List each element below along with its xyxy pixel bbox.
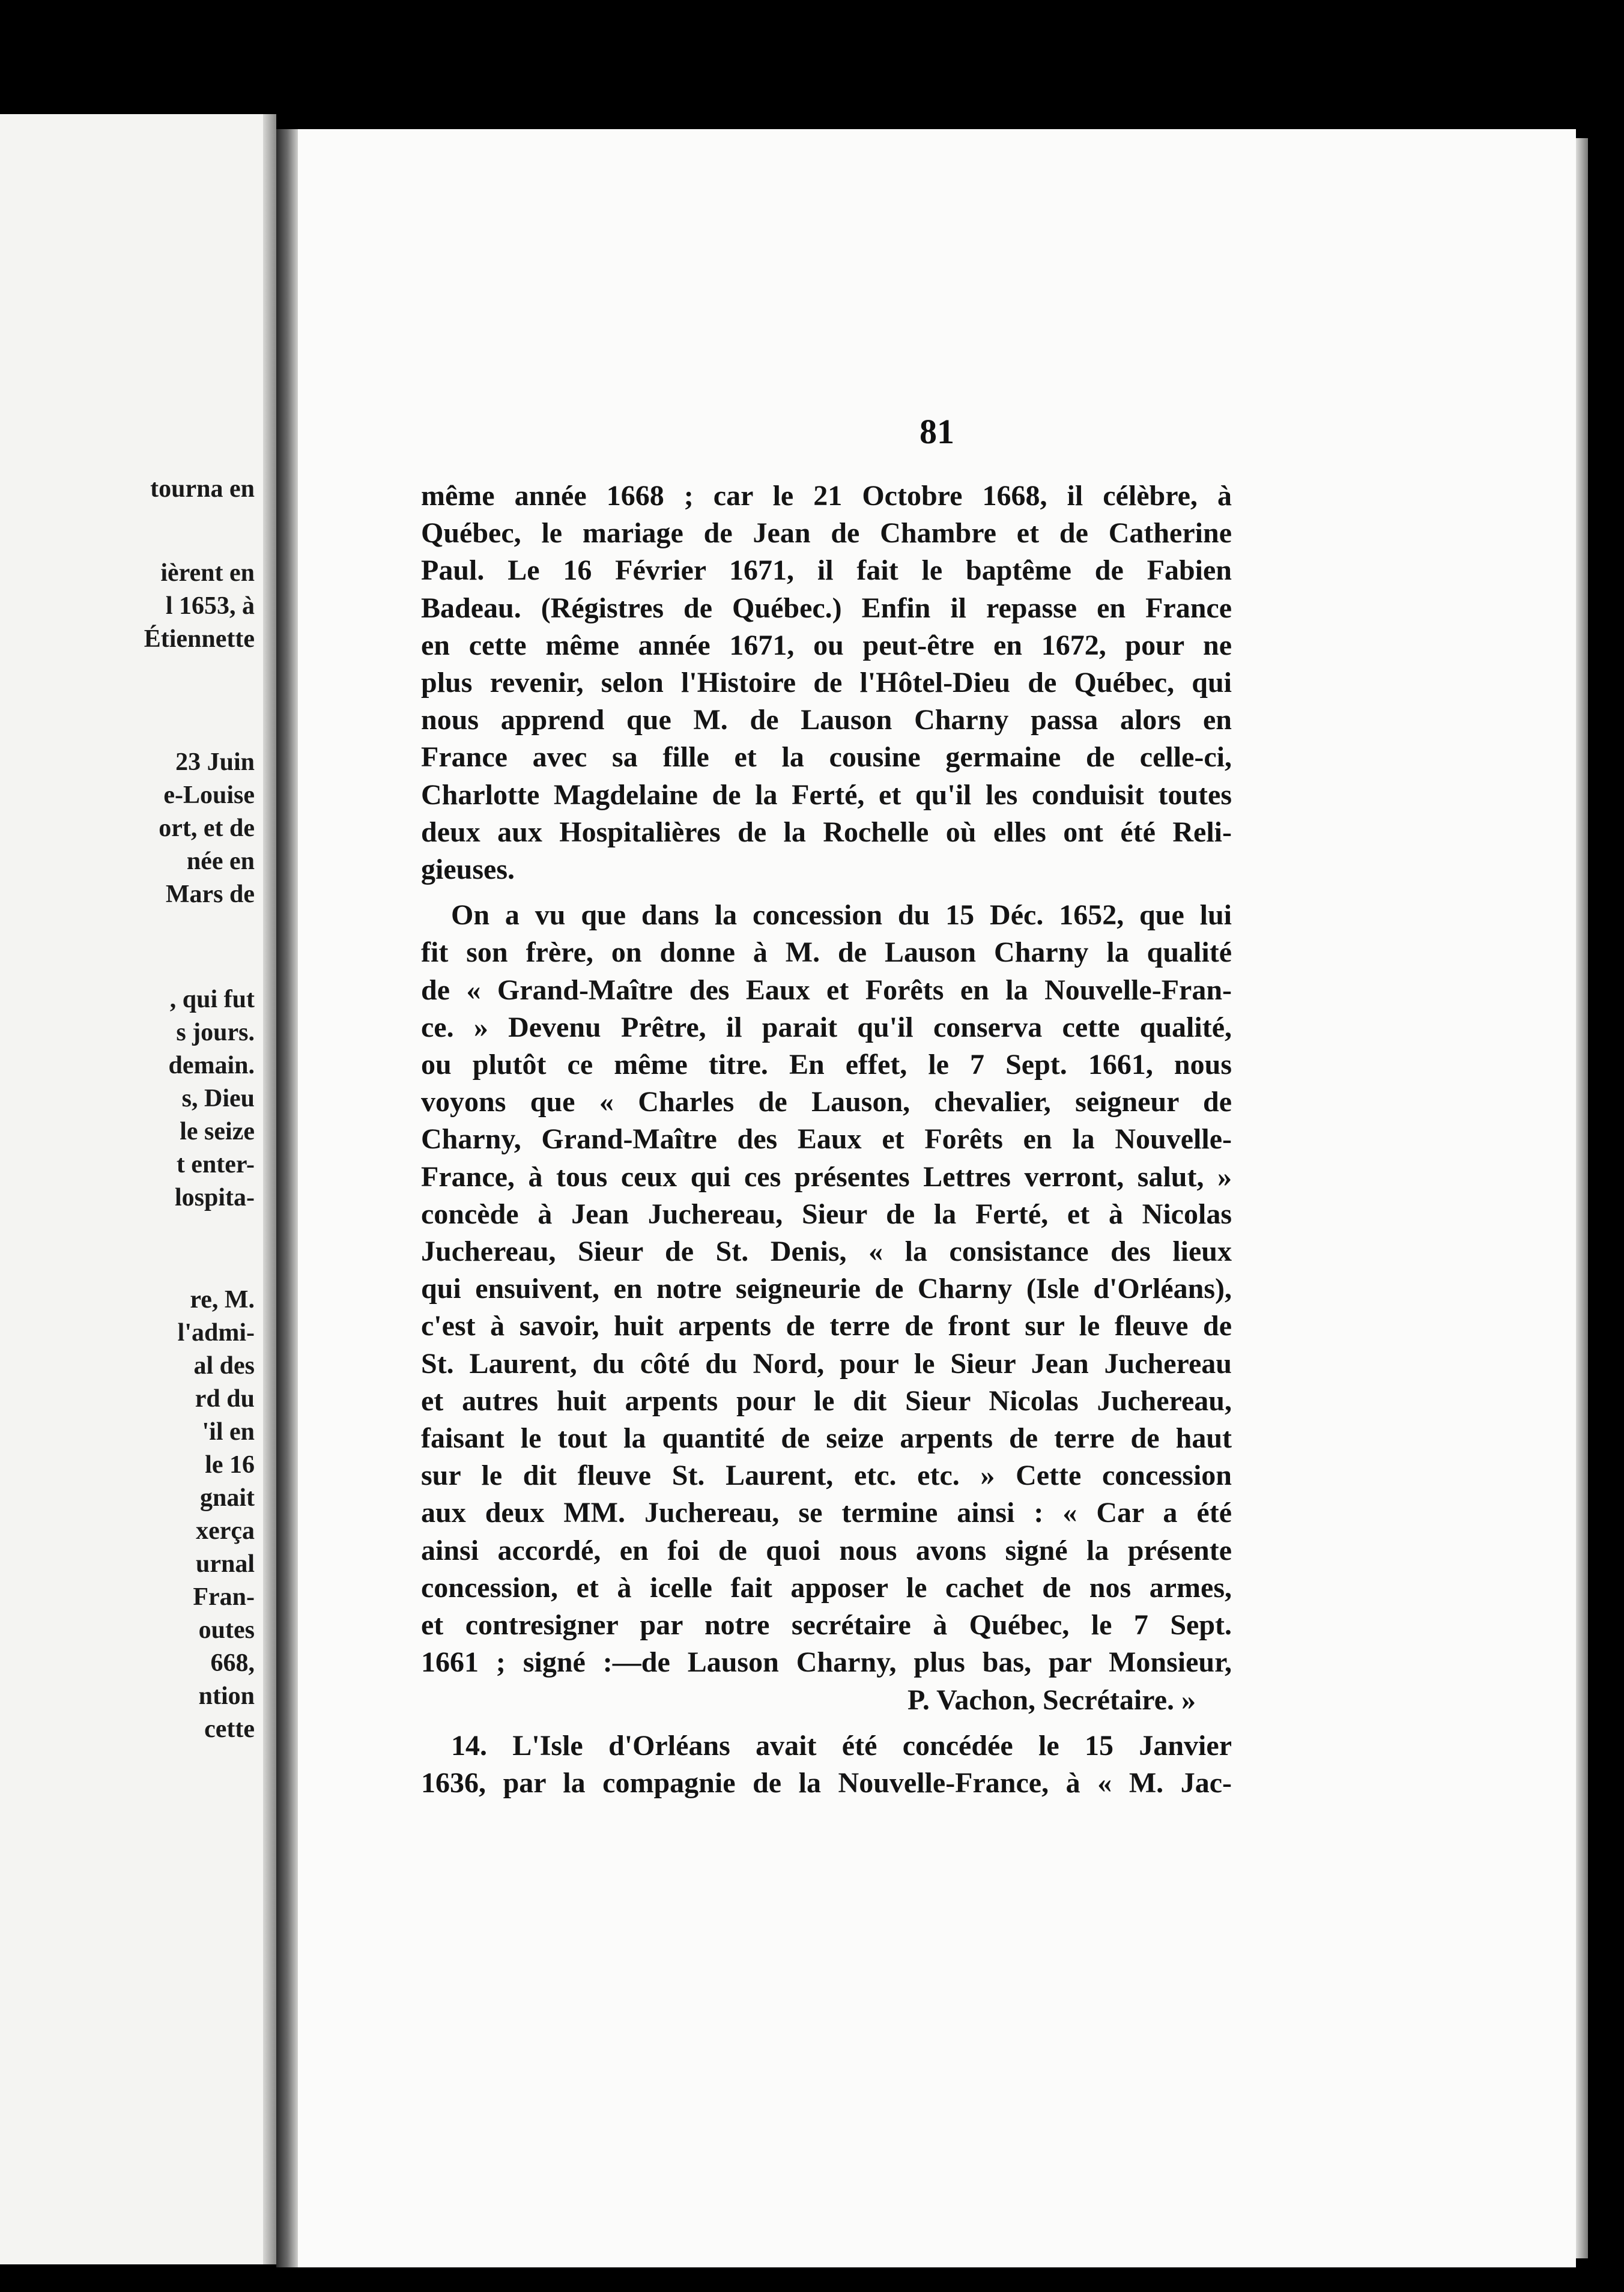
left-page-line: al des (193, 1352, 255, 1380)
text-line: même année 1668 ; car le 21 Octobre 1668, il célèbre, à (421, 480, 1232, 512)
left-page-line: tourna en (150, 475, 255, 503)
left-page-line: , qui fut (169, 986, 255, 1013)
text-line: plus revenir, selon l'Histoire de l'Hôtel-Dieu de Québec, qui (421, 667, 1232, 699)
text-line: c'est à savoir, huit arpents de terre de front sur le fleuve de (421, 1310, 1232, 1342)
text-line: Juchereau, Sieur de St. Denis, « la consistance des lieux (421, 1235, 1232, 1268)
text-line: ainsi accordé, en foi de quoi nous avons signé la présente (421, 1534, 1232, 1566)
text-line: 1636, par la compagnie de la Nouvelle-France, à « M. Jac- (421, 1766, 1232, 1799)
left-page-line: Étiennette (144, 625, 255, 653)
text-line: nous apprend que M. de Lauson Charny passa alors en (421, 704, 1232, 736)
text-line: Paul. Le 16 Février 1671, il fait le baptême de Fabien (421, 554, 1232, 587)
left-page-line: 23 Juin (175, 748, 255, 776)
left-page-line: 'il en (202, 1418, 255, 1446)
book-gutter (276, 129, 298, 2267)
page-number: 81 (920, 412, 954, 451)
left-page-line: ort, et de (159, 814, 255, 842)
left-page-line: ntion (198, 1682, 255, 1710)
text-line: gieuses. (421, 853, 515, 886)
left-page-line: Fran- (193, 1583, 255, 1611)
right-page (298, 129, 1576, 2267)
left-page-line: outes (198, 1616, 255, 1644)
paragraph-1 (421, 478, 1232, 888)
left-page-line: ièrent en (160, 559, 255, 587)
page-body-text (421, 478, 1232, 1802)
text-line: faisant le tout la quantité de seize arpents de terre de haut (421, 1422, 1232, 1455)
text-line: 1661 ; signé :—de Lauson Charny, plus bas, par Monsieur, (421, 1646, 1232, 1679)
left-page-line: Mars de (165, 881, 255, 908)
left-page-line: l'admi- (177, 1319, 255, 1347)
left-page-line: rd du (195, 1385, 255, 1413)
left-page-line: gnait (199, 1484, 255, 1512)
text-line: concession, et à icelle fait apposer le cachet de nos armes, (421, 1571, 1232, 1604)
left-page-line: le 16 (205, 1451, 255, 1479)
paragraph-2 (421, 897, 1232, 1681)
text-line: voyons que « Charles de Lauson, chevalier, seigneur de (421, 1086, 1232, 1118)
left-facing-page (0, 114, 276, 2264)
left-page-line: s jours. (176, 1019, 255, 1046)
signature-line: P. Vachon, Secrétaire. » (907, 1684, 1196, 1716)
left-page-line: urnal (195, 1550, 255, 1578)
text-line: ou plutôt ce même titre. En effet, le 7 Sept. 1661, nous (421, 1049, 1232, 1081)
text-line: aux deux MM. Juchereau, se termine ainsi : « Car a été (421, 1497, 1232, 1529)
left-page-spine-shadow (263, 114, 276, 2264)
left-page-line: e-Louise (163, 781, 255, 809)
left-page-line: demain. (168, 1052, 255, 1079)
text-line: en cette même année 1671, ou peut-être en 1672, pour ne (421, 629, 1232, 661)
text-line: 14. L'Isle d'Orléans avait été concédée le 15 Janvier (451, 1729, 1232, 1762)
text-line: sur le dit fleuve St. Laurent, etc. etc. » Cette concession (421, 1460, 1232, 1492)
text-line: France avec sa fille et la cousine germaine de celle-ci, (421, 741, 1232, 774)
left-page-line: le seize (180, 1118, 255, 1145)
left-page-line: née en (186, 847, 255, 875)
left-page-line: s, Dieu (181, 1085, 255, 1112)
text-line: Badeau. (Régistres de Québec.) Enfin il repasse en France (421, 592, 1232, 624)
text-line: concède à Jean Juchereau, Sieur de la Ferté, et à Nicolas (421, 1198, 1232, 1230)
text-line: ce. » Devenu Prêtre, il parait qu'il conserva cette qualité, (421, 1011, 1232, 1043)
left-page-line: l 1653, à (165, 592, 255, 620)
text-line: On a vu que dans la concession du 15 Déc. 1652, que lui (451, 899, 1232, 932)
left-page-line: t enter- (176, 1151, 255, 1178)
text-line: France, à tous ceux qui ces présentes Lettres verront, salut, » (421, 1160, 1232, 1193)
text-line: Charlotte Magdelaine de la Ferté, et qu'il les conduisit toutes (421, 778, 1232, 811)
text-line: de « Grand-Maître des Eaux et Forêts en la Nouvelle-Fran- (421, 974, 1232, 1006)
right-page-edge-shadow (1576, 138, 1588, 2258)
text-line: et contresigner par notre secrétaire à Québec, le 7 Sept. (421, 1609, 1232, 1642)
text-line: Québec, le mariage de Jean de Chambre et de Catherine (421, 517, 1232, 550)
left-page-line: cette (204, 1715, 255, 1743)
left-page-line: xerça (196, 1517, 255, 1545)
left-page-line: re, M. (190, 1286, 255, 1314)
left-page-line: 668, (210, 1649, 255, 1677)
text-line: qui ensuivent, en notre seigneurie de Charny (Isle d'Orléans), (421, 1273, 1232, 1305)
left-page-line: lospita- (174, 1184, 255, 1211)
text-line: Charny, Grand-Maître des Eaux et Forêts en la Nouvelle- (421, 1123, 1232, 1156)
text-line: et autres huit arpents pour le dit Sieur Nicolas Juchereau, (421, 1384, 1232, 1417)
paragraph-3 (421, 1727, 1232, 1802)
text-line: deux aux Hospitalières de la Rochelle où elles ont été Reli- (421, 816, 1232, 848)
text-line: fit son frère, on donne à M. de Lauson Charny la qualité (421, 936, 1232, 969)
text-line: St. Laurent, du côté du Nord, pour le Sieur Jean Juchereau (421, 1347, 1232, 1380)
